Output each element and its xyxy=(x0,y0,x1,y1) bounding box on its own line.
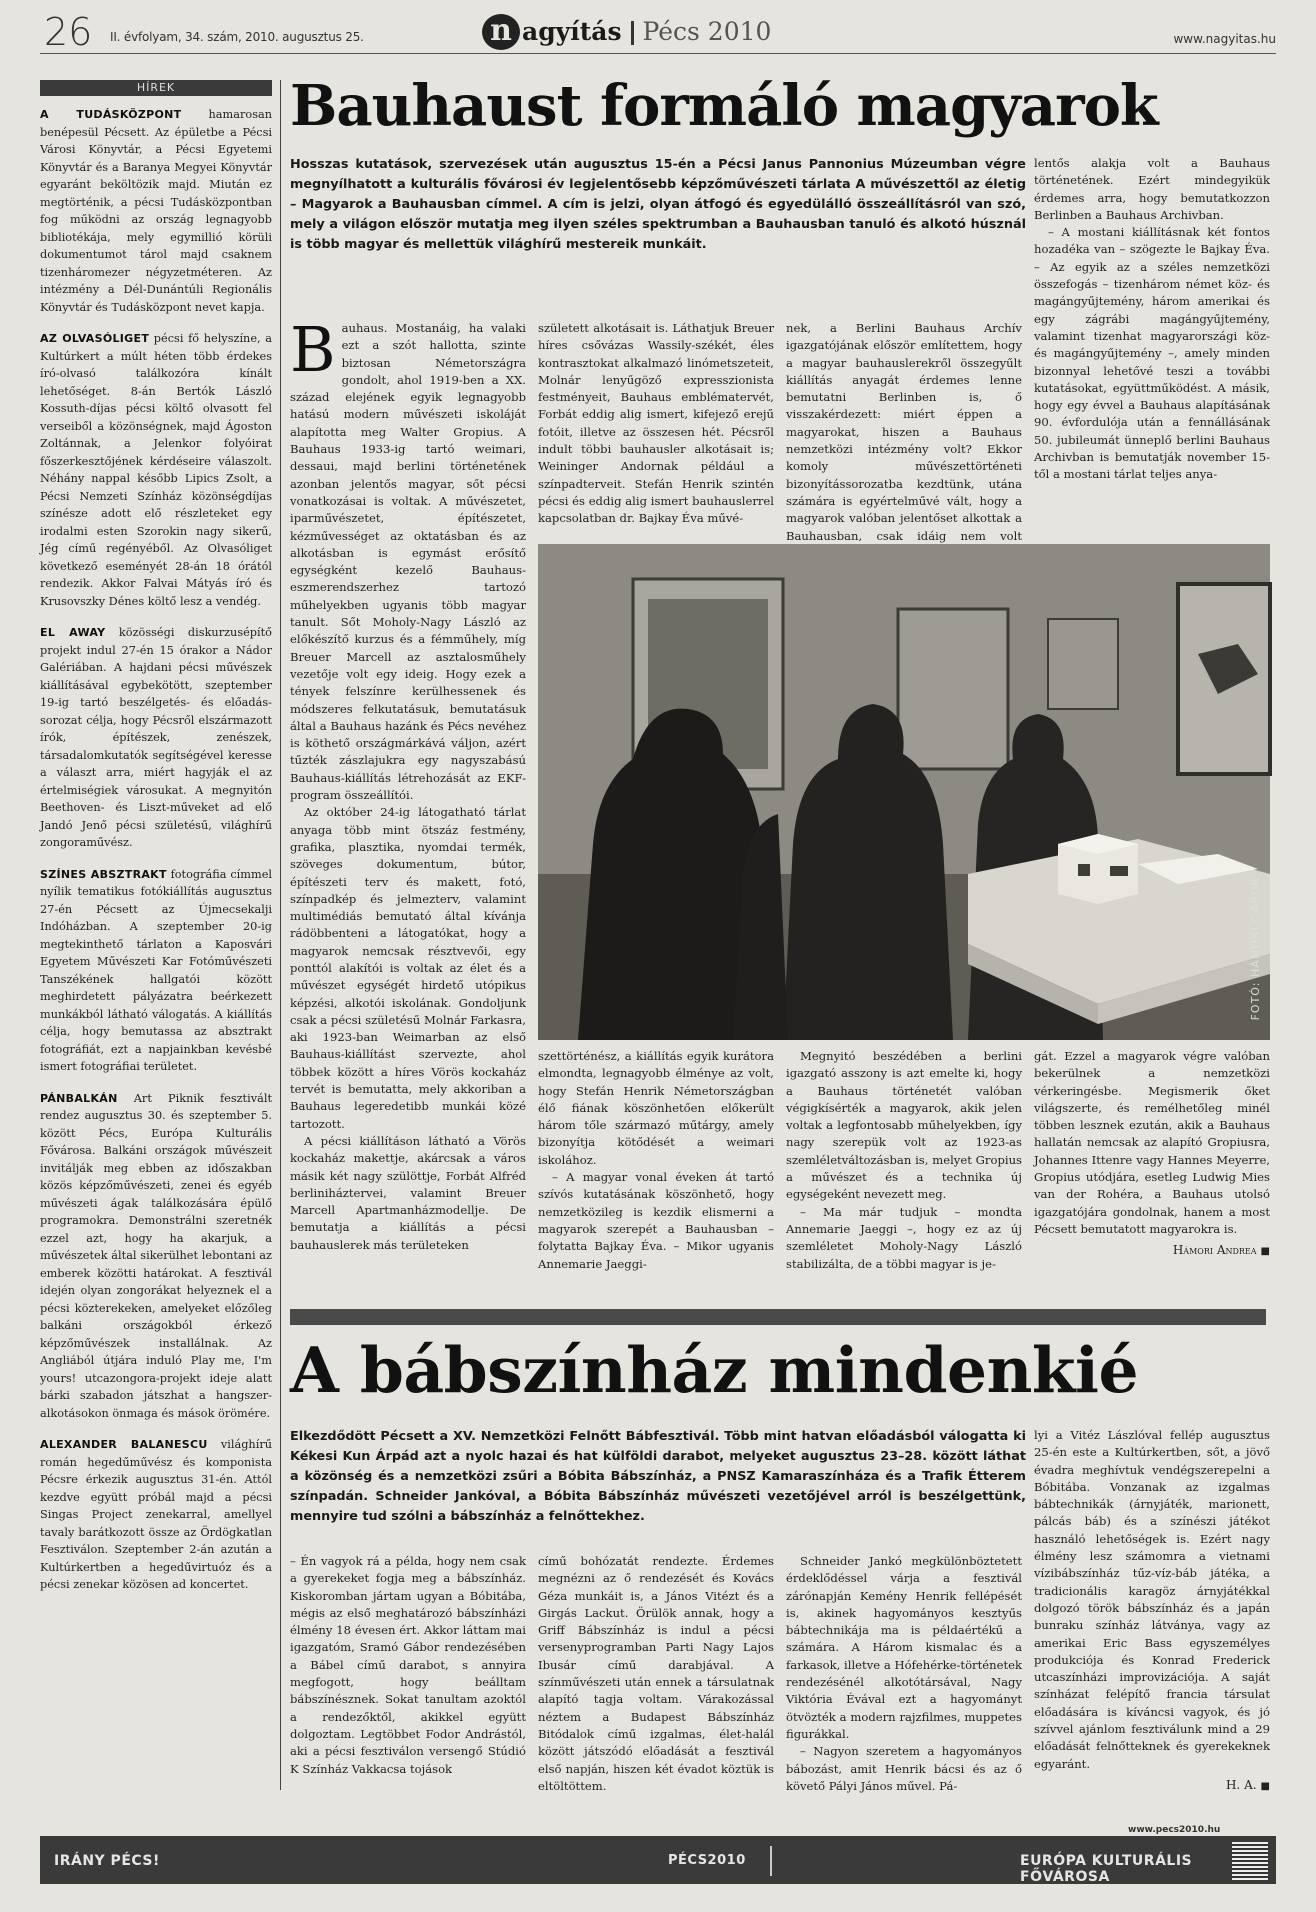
article-column-4-top xyxy=(1034,155,1270,538)
body-paragraph: – A magyar vonal éveken át tartó szívós kutatásának köszönhető, hogy nemzetközileg is kezdik elismerni a magyarok szerepét a Bauhausban – folytatta Bajkay Éva. – Mikor ugyanis Annemarie Jaeggi- xyxy=(538,1170,774,1271)
brief-lead: A TUDÁSKÖZPONT xyxy=(40,108,182,121)
footer-slogan: IRÁNY PÉCS! xyxy=(54,1853,160,1869)
news-sidebar xyxy=(40,80,272,1788)
body-paragraph: Az október 24-ig látogatható tárlat anyaga több mint ötszáz festmény, grafika, plasztika, nyomdai termék, szöveges dokumentum, bútor, építészeti terv és makett, fotó, színpadkép és jelmezterv, valamint multimédiás bemutató által kívánja rádöbbenteni a látogatókat, hogy a magyarok nemcsak résztvevői, egy ponttól alakítói is voltak az élet és a művészet egységét hirdető utópikus képzési, alkotói iskolának. Gondoljunk csak a pécsi születésű Molnár Farkasra, aki 1923-ban Weimarban az első Bauhaus-kiállítást szervezte, ahol többek között a híres Vörös kockaház tervét is bemutatta, mely akkoriban a Bauhaus legeredetibb munkái közé tartozott. xyxy=(290,805,526,1131)
masthead-logo xyxy=(482,14,771,52)
logo-text: agyítás xyxy=(522,17,622,46)
news-brief xyxy=(40,866,272,1076)
section-label: HÍREK xyxy=(40,80,272,96)
news-brief xyxy=(40,624,272,852)
body-paragraph: szettörténész, a kiállítás egyik kurátora elmondta, legnagyobb élménye az volt, hogy Stefán Henrik Németországban élő fiának köszönhetően előkerült három tőle származó műtárgy, amely bizonyítja kötődését a weimari iskolához. xyxy=(538,1049,774,1167)
brief-lead: EL AWAY xyxy=(40,626,106,639)
article2-column-1 xyxy=(290,1553,526,1825)
body-paragraph: – Nagyon szeretem a hagyományos bábozást, amit Henrik bácsi és az ő követő Pályi János művel. Pá- xyxy=(786,1744,1022,1793)
brief-text: világhírű román hegedűművész és komponista Pécsre érkezik augusztus 31-én. Attól kezdve együtt próbál majd a pécsi Singas Project zenekarral, amellyel tavaly barátkozott össze az Ördögkatlan Fesztiválon. Szeptember 2-án azután a Kultúrkertben a hegedűvirtuóz és a pécsi zenekar közösen ad koncertet. xyxy=(40,1438,272,1591)
page-header xyxy=(40,10,1276,54)
article-title: Bauhaust formáló magyarok xyxy=(290,73,1158,139)
article-column-2-bottom xyxy=(538,1048,774,1300)
photo-credit: FOTÓ: HÁMORI GÁBOR xyxy=(1249,876,1262,1020)
logo-separator xyxy=(631,21,634,45)
column-divider xyxy=(280,80,281,1790)
brief-text: Art Piknik fesztivált rendez augusztus 30. és szeptember 5. között Pécs, Európa Kulturális Fővárosa. Balkáni országok művészeit invitálják meg ebben az időszakban közös képzőművészeti, zenei és egyéb művészeti ágak találkozására épülő programokra. Demonstrálni szeretnék ezzel azt, hogy ha akarjuk, a művészetek által sikerülhet lebontani az emberek közötti határokat. A fesztivál idején olyan zongorákat helyeznek el a pécsi közterekeken, amelyeket előzőleg balkáni országokból érkező képzőművészek installálnak. Az Angliából útjára induló Play me, I'm yours! utcazongora-projekt ideje alatt bárki szabadon játszhat a hangszer-alkotásokon önmaga és mások örömére. xyxy=(40,1091,272,1420)
body-text: auhaus. Mostanáig, ha valaki ezt a szót hallotta, szinte biztosan Németországra gondolt, ahol 1919-ben a XX. század elejének egyik legnagyobb hatású modern művészeti iskoláját alapította meg Walter Gropius. A Bauhaus 1933-ig tartó weimari, dessaui, majd berlini történetének azonban jelentős magyar, sőt pécsi vonatkozásai is voltak. A művészetet, iparművészetet, építészetet, kézművességet az oktatásban és az alkotásban is egymást erősítő egységként kezelő Bauhaus-eszmerendszerhez tartozó műhelyekben ugyanis több magyar tanult. Sőt Moholy-Nagy László az előkészítő kurzus és a fémműhely, míg Breuer Marcell az asztalosműhely vezetője volt egy ideig. Hogy ezek a tények felszínre kerülhessenek és módszeres felkutatásuk, bemutatásuk által a Bauhaus hazánk és Pécs nevéhez is köthető országmárkává váljon, azért tűzték zászlajukra egy nagyszabású Bauhaus-kiállítás létrehozását az EKF-program összeállítói. xyxy=(290,321,526,803)
news-brief xyxy=(40,330,272,610)
body-paragraph: Megnyitó beszédében a berlini igazgató asszony is azt emelte ki, hogy a Bauhaus történetét valóban végigkísérték a magyarok, akik jelen voltak a legfontosabb műhelyekben, így nagy szerepük volt az 1923-as szemléletváltozásban is, melyet Gropius a művészet és a technika új egységeként nevezett meg. xyxy=(786,1049,1022,1202)
body-paragraph: – A mostani kiállításnak két fontos hozadéka van – szögezte le Bajkay Éva. – Az egyik az a széles nemzetközi összefogás – tizenhárom német köz- és magángyűjtemény, három amerikai és egy zágrábi magángyűjtemény, valamint tizenhat magyarországi köz- és magángyűjtemény –, amely minden bizonnyal lehetővé teszi a további kutatásokat, együttműködést. A másik, hogy egy évvel a Bauhaus alapításának 90. évfordulója után a fennállásának 50. jubileumát ünneplő berlini Bauhaus Archivban is bemutatják november 15-től a mostani tárlat teljes anya- xyxy=(1034,225,1270,482)
issue-info: II. évfolyam, 34. szám, 2010. augusztus 25. xyxy=(110,30,364,44)
article-byline-2: H. A. ■ xyxy=(1034,1777,1270,1795)
news-brief xyxy=(40,1436,272,1594)
body-paragraph: született alkotásait is. Láthatjuk Breuer híres csővázas Wassily-székét, éles kontrasztokat alkalmazó linómetszeteit, Molnár lenyűgöző expresszionista festményeit, Bauhaus emblématervét, Forbát eddig alig ismert, kifejező erejű fotóit, illetve az összesen hét. Pécsről indult többi bauhausler alkotásait is; Weininger Andornak például a színpadterveit. Stefán Henrik szintén pécsi és eddig alig ismert bauhauslerrel kapcsolatban dr. Bajkay Éva művé- xyxy=(538,321,774,526)
article-column-1 xyxy=(290,313,526,1252)
article-byline: Hámori Andrea ■ xyxy=(1034,1242,1270,1260)
article2-column-3 xyxy=(786,1553,1022,1825)
article-column-3-bottom xyxy=(786,1048,1022,1300)
body-paragraph: lyi a Vitéz Lászlóval fellép augusztus 25-én este a Kultúrkertben, sőt, a jövő évadra meghívtuk vendégszerepelni a Bóbitába. Vonzanak az izgalmas bábtechnikák (árnyjáték, marionett, pálcás báb) és a színészi játékot használó lehetőségek is. Ezért nagy élmény lesz számomra a vietnami vízibábszínház tűz-víz-báb játéka, a tradicionális karagöz árnyjátékkal dolgozó török bábszínház és a japán bunraku színház látványa, vagy az amerikai Eric Bass egyszemélyes produkciója és Konrad Frederick utcaszínházi improvizációja. A saját színházat felépítő francia társulat előadására is kíváncsi vagyok, és jó szívvel ajánlom fesztiválunk mind a 29 előadását felnőtteknek és gyerekeknek egyaránt. xyxy=(1034,1428,1270,1771)
footer-separator xyxy=(770,1846,772,1876)
news-brief xyxy=(40,1090,272,1423)
body-paragraph: – Ma már tudjuk – mondta Annemarie Jaeggi –, hogy ez az új szemléletet Moholy-Nagy László stabilizálta, de a többi magyar is je- xyxy=(786,1204,1022,1271)
body-paragraph: gát. Ezzel a magyarok végre valóban bekerülnek a nemzetközi vérkeringésbe. Megismerik őket világszerte, és remélhetőleg minél többen lesznek ezután, akik a Bauhaus hallatán nemcsak az alapító Gropiusra, Johannes Ittenre vagy Hannes Meyerre, Gropius utódjára, esetleg Ludwig Mies van der Rohéra, a Bauhaus utolsó igazgatójára gondolnak, hanem a most Pécsett bemutatott magyarokra is. xyxy=(1034,1049,1270,1236)
logo-city: Pécs 2010 xyxy=(642,17,772,46)
drop-cap: B xyxy=(290,313,336,386)
exhibition-scene-illustration xyxy=(538,544,1270,1040)
section-divider xyxy=(290,1309,1266,1325)
body-paragraph: című bohózatát rendezte. Érdemes megnézni az ő rendezését és Kovács Géza munkáit is, a János Vitézt és a Girgás Lackut. Örülök annak, hogy a Griff Bábszínház is indul a pécsi versenyprogramban Parti Nagy Lajos Ibusár című darabjával. A színművészeti után ennek a társulatnak alapító tagja voltam. Várakozással néztem a Budapest Bábszínház Bitódalok című izgalmas, élet-halál között játszódó előadását a fesztivál első napján, hiszen két évadot köztük is eltöltöttem. xyxy=(538,1554,774,1793)
footer-brand: PÉCS2010 xyxy=(668,1853,746,1868)
article-column-3-top xyxy=(786,320,1022,543)
exhibition-photo xyxy=(538,544,1270,1040)
footer-url[interactable]: www.pecs2010.hu xyxy=(1120,1824,1228,1836)
article2-column-4 xyxy=(1034,1427,1270,1825)
brief-text: közösségi diskurzusépítő projekt indul 27-én 15 órakor a Nádor Galériában. A hajdani pécsi művészek kiállításával egybekötött, szeptember 19-ig tartó beszélgetés- és előadás-sorozat célja, hogy Pécsről elszármazott írók, építészek, zenészek, társadalomkutatók segítségével keresse a választ arra, miért hagyják el az értelmiségiek városukat. A megnyitón Beethoven- és Liszt-műveket ad elő Jandó Jenő pécsi születésű, világhírű zongoraművész. xyxy=(40,626,272,849)
page-footer xyxy=(40,1825,1276,1885)
article-lede-2: Elkezdődött Pécsett a XV. Nemzetközi Felnőtt Bábfesztivál. Több mint hatvan előadásból válogatta ki Kékesi Kun Árpád azt a nyolc hazai és hat külföldi darabot, melyeket augusztus 23–28. között láthat a közönség és a nemzetközi zsűri a Bóbita Bábszínház, a PNSZ Kamaraszínháza és a Trafik Étterem színpadán. Schneider Jankóval, a Bóbita Bábszínház művészeti vezetőjével arról is beszélgettünk, mennyire tud szólni a bábszínház a felnőttekhez. xyxy=(290,1429,1026,1524)
footer-title: EURÓPA KULTURÁLIS FŐVÁROSA xyxy=(1020,1853,1193,1885)
body-paragraph: lentős alakja volt a Bauhaus történetének. Ezért mindegyikük érdemes arra, hogy bemutatkozzon Berlinben a Bauhaus Archivban. xyxy=(1034,156,1270,222)
body-paragraph: Schneider Jankó megkülönböztetett érdeklődéssel várja a fesztivál zárónapján Kemény Henrik fellépését is, akinek hagyományos kesztyűs bábtechnikája ma is példaértékű a számára. A Három kismalac és a farkasok, illetve a Hófehérke-történetek rendezésénél alkotótársával, Nagy Viktória Évával ezt a hagyományt ötvözték a modern rajzfilmes, muppetes figurákkal. xyxy=(786,1554,1022,1741)
brief-lead: SZÍNES ABSZTRAKT xyxy=(40,867,167,881)
news-brief xyxy=(40,106,272,316)
article2-column-2 xyxy=(538,1553,774,1825)
body-paragraph: nek, a Berlini Bauhaus Archív igazgatójának először említettem, hogy a magyar bauhauslerekről összegyűlt kiállítás anyagát érdemes lenne bemutatni Berlinben is, ő visszakérdezett: miért éppen a magyarokat, hiszen a Bauhaus nemzetközi intézmény volt? Ekkor komoly művészettörténeti bizonyítássorozatba kezdtünk, utána számára is egyértelművé vált, hogy a magyarok valóban jelentőset alkottak a Bauhausban, csak idáig nem volt xyxy=(786,321,1022,543)
article-column-2-top xyxy=(538,320,774,538)
article-column-4-bottom xyxy=(1034,1048,1270,1300)
brief-lead: ALEXANDER BALANESCU xyxy=(40,1438,208,1451)
page-number: 26 xyxy=(44,10,93,54)
brief-lead: PÁNBALKÁN xyxy=(40,1091,118,1105)
body-paragraph: A pécsi kiállításon látható a Vörös kockaház makettje, akárcsak a város másik két nagy szülöttje, Forbát Alfréd berliniháztervei, valamint Breuer Marcell Apartmanházmodellje. De bemutatja a kiállítás a pécsi bauhauslerek más területeken xyxy=(290,1133,526,1252)
barcode-icon xyxy=(1232,1842,1268,1880)
body-paragraph: – Én vagyok rá a példa, hogy nem csak a gyerekeket fogja meg a bábszínház. Kiskoromban jártam ugyan a Bóbitába, mégis az első meghatározó bábszínházi élmény 18 évesen ért. Akkor láttam mai igazgatóm, Sramó Gábor rendezésében a Bábel című darabot, s annyira megfogott, hogy beálltam bábszínésznek. Sokat tanultam azoktól a rendezőktől, akikkel együtt dolgoztam. Legtöbbet Fodor Andrástól, aki a pécsi fesztiválon versengő Stúdió K Színház Vakkacsa tojások xyxy=(290,1554,526,1776)
logo-circle-letter: n xyxy=(482,14,520,50)
brief-text: pécsi fő helyszíne, a Kultúrkert a múlt héten több érdekes író-olvasó találkozóra kínált lehetőséget. 8-án Bertók László Kossuth-díjas pécsi költő olvasott fel verseiből a közönségnek, majd Ágoston Zoltánnak, a Jelenkor folyóirat főszerkesztőjének kérdéseire válaszolt. Néhány nappal később Lipics Zsolt, a Pécsi Nemzeti Színház közönségdíjas színésze adott elő részleteket egy irodalmi esten Szorokin nagy sikerű, Jég című regényéből. Az Olvasóliget következő eseményét 28-án 18 órától rendezik. Akkor Falvai Mátyás író és Krusovszky Dénes költő lesz a vendég. xyxy=(40,332,272,608)
article-title-2: A bábszínház mindenkié xyxy=(290,1333,1139,1407)
site-url[interactable]: www.nagyitas.hu xyxy=(1173,32,1276,46)
brief-lead: AZ OLVASÓLIGET xyxy=(40,332,150,345)
article-lede: Hosszas kutatások, szervezések után augusztus 15-én a Pécsi Janus Pannonius Múzeumban végre megnyílhatott a kulturális fővárosi év legjelentősebb képzőművészeti tárlata A művészettől az életig – Magyarok a Bauhausban címmel. A cím is jelzi, olyan átfogó és egyedülálló összeállításról van szó, mely a világon először mutatja meg ilyen széles spektrumban a Bauhausban tanuló és alkotó húsznál is több magyar és mellettük világhírű mestereik munkáit. xyxy=(290,157,1026,252)
brief-text: fotográfia címmel nyílik tematikus fotókiállítás augusztus 27-én Pécsett az Újmecsekalji Indóházban. A szeptember 20-ig megtekinthető tárlaton a Kaposvári Egyetem Művészeti Kar Fotóművészeti Tanszékének hallgatói között meghirdetett pályázatra beérkezett munkákból látható válogatás. A kiállítás célja, hogy bemutassa az absztrakt fotográfiát, ezt a napjainkban kevésbé ismert fotográfiai területet. xyxy=(40,867,272,1073)
brief-text: hamarosan benépesül Pécsett. Az épületbe a Pécsi Városi Könyvtár, a Pécsi Egyetemi Könyvtár és a Baranya Megyei Könyvtár egyaránt beköltözik majd. Miután ez megtörténik, a pécsi Tudásközpontban fog működni az ország legnagyobb bibliotékája, mely egymillió körüli dokumentumot tárol majd csaknem tizenháromezer négyzetméteren. Az intézmény a Dél-Dunántúli Regionális Könyvtár és Tudásközpont nevet kapja. xyxy=(40,108,272,314)
